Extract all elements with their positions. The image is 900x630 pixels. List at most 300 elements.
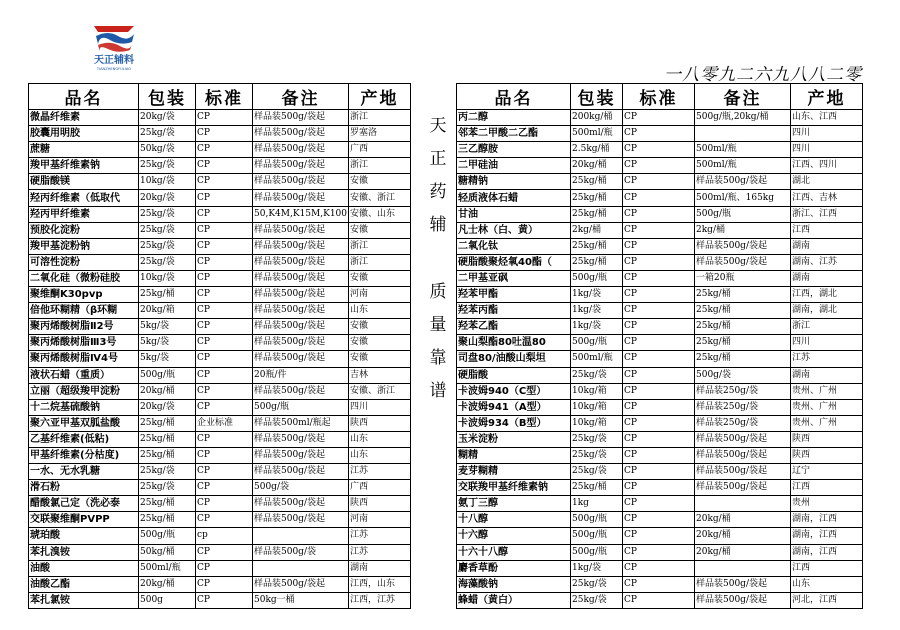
origin-cell: 山东 <box>791 576 863 592</box>
standard-cell: CP <box>196 576 253 592</box>
package-cell: 25kg/桶 <box>571 174 623 190</box>
product-name-cell: 羟苯丙酯 <box>457 303 571 319</box>
standard-cell: CP <box>623 512 695 528</box>
standard-cell: CP <box>196 431 253 447</box>
note-cell: 500g/瓶 <box>253 399 349 415</box>
col-header-name: 品名 <box>457 84 571 110</box>
note-cell <box>253 560 349 576</box>
note-cell: 50kg一桶 <box>253 592 349 608</box>
origin-cell: 浙江 <box>349 158 411 174</box>
origin-cell: 江西、吉林 <box>791 190 863 206</box>
product-name-cell: 二甲硅油 <box>457 158 571 174</box>
table-row <box>29 158 411 174</box>
product-name-cell: 甲基纤维素(分枯度) <box>29 447 139 463</box>
note-cell: 样品装500g/袋起 <box>695 464 791 480</box>
origin-cell: 安徽 <box>349 319 411 335</box>
table-row <box>457 480 863 496</box>
standard-cell: CP <box>623 576 695 592</box>
origin-cell: 江西 <box>791 560 863 576</box>
package-cell: 200kg/桶 <box>571 110 623 126</box>
product-name-cell: 麝香草酚 <box>457 560 571 576</box>
note-cell: 样品装500g/袋起 <box>253 174 349 190</box>
origin-cell: 河北，江西 <box>791 592 863 608</box>
standard-cell: CP <box>196 480 253 496</box>
origin-cell: 浙江 <box>349 110 411 126</box>
slogan-char: 药 <box>429 182 447 202</box>
col-header-package: 包装 <box>139 84 196 110</box>
origin-cell: 贵州 <box>791 496 863 512</box>
package-cell: 500g/瓶 <box>571 544 623 560</box>
table-row <box>29 270 411 286</box>
package-cell: 25kg/袋 <box>139 238 196 254</box>
note-cell: 样品装500g/袋起 <box>695 480 791 496</box>
package-cell: 50kg/袋 <box>139 142 196 158</box>
origin-cell: 湖南 <box>791 270 863 286</box>
package-cell: 25kg/桶 <box>139 287 196 303</box>
table-row <box>29 512 411 528</box>
table-row <box>457 222 863 238</box>
package-cell: 25kg/袋 <box>571 431 623 447</box>
origin-cell: 山东 <box>349 447 411 463</box>
origin-cell: 山东、江西 <box>791 110 863 126</box>
note-cell: 样品装500g/袋起 <box>253 447 349 463</box>
note-cell: 25kg/桶 <box>695 319 791 335</box>
origin-cell: 湖南，江西 <box>791 512 863 528</box>
package-cell: 25kg/桶 <box>571 480 623 496</box>
package-cell: 5kg/袋 <box>139 351 196 367</box>
note-cell: 样品装500g/袋起 <box>253 464 349 480</box>
origin-cell: 江西，山东 <box>349 576 411 592</box>
table-row <box>457 512 863 528</box>
package-cell: 10kg/箱 <box>571 399 623 415</box>
package-cell: 2.5kg/桶 <box>571 142 623 158</box>
origin-cell: 安徽 <box>349 351 411 367</box>
product-name-cell: 二氧化硅（微粉硅胶 <box>29 270 139 286</box>
standard-cell: CP <box>196 319 253 335</box>
package-cell: 25kg/桶 <box>139 431 196 447</box>
product-name-cell: 硬脂酸聚烃氧40酯（ <box>457 254 571 270</box>
note-cell: 样品装500g/袋起 <box>695 447 791 463</box>
origin-cell: 安徽 <box>349 335 411 351</box>
package-cell: 10kg/箱 <box>571 383 623 399</box>
table-row <box>457 367 863 383</box>
product-name-cell: 油酸 <box>29 560 139 576</box>
note-cell: 样品装250g/袋 <box>695 383 791 399</box>
standard-cell: CP <box>623 190 695 206</box>
package-cell: 10kg/箱 <box>571 415 623 431</box>
table-row <box>457 528 863 544</box>
table-row <box>457 303 863 319</box>
package-cell: 10kg/袋 <box>139 174 196 190</box>
product-name-cell: 可溶性淀粉 <box>29 254 139 270</box>
package-cell: 1kg <box>571 496 623 512</box>
table-row <box>29 415 411 431</box>
product-name-cell: 聚维酮K30pvp <box>29 287 139 303</box>
table-row <box>29 303 411 319</box>
table-row <box>457 270 863 286</box>
product-name-cell: 倍他环糊精（β环糊 <box>29 303 139 319</box>
note-cell: 500g/袋 <box>253 480 349 496</box>
note-cell: 样品装500g/袋起 <box>253 512 349 528</box>
table-row <box>29 142 411 158</box>
note-cell: 20瓶/件 <box>253 367 349 383</box>
product-name-cell: 液状石蜡（重质） <box>29 367 139 383</box>
product-name-cell: 羧甲基淀粉钠 <box>29 238 139 254</box>
table-row <box>29 560 411 576</box>
origin-cell: 湖南，湖北 <box>791 303 863 319</box>
table-row <box>29 254 411 270</box>
origin-cell: 安徽、山东 <box>349 206 411 222</box>
standard-cell: CP <box>623 431 695 447</box>
product-name-cell: 蜂蜡（黄白） <box>457 592 571 608</box>
table-row <box>29 110 411 126</box>
package-cell: 20kg/桶 <box>139 383 196 399</box>
note-cell: 样品装500g/袋起 <box>253 496 349 512</box>
package-cell: 500ml/瓶 <box>139 560 196 576</box>
phone-number: 一八零九二六九八八二零 <box>664 65 862 85</box>
standard-cell: CP <box>623 174 695 190</box>
origin-cell: 浙江、江西 <box>791 206 863 222</box>
origin-cell: 贵州、广州 <box>791 399 863 415</box>
origin-cell: 陕西 <box>791 431 863 447</box>
package-cell: 25kg/袋 <box>571 367 623 383</box>
origin-cell: 辽宁 <box>791 464 863 480</box>
note-cell: 样品装500g/袋起 <box>695 238 791 254</box>
package-cell: 20kg/袋 <box>139 190 196 206</box>
note-cell: 样品装500g/袋起 <box>695 592 791 608</box>
origin-cell: 四川 <box>349 399 411 415</box>
table-row <box>29 544 411 560</box>
package-cell: 5kg/袋 <box>139 335 196 351</box>
note-cell: 25kg/桶 <box>695 287 791 303</box>
logo-brand-en: TIANZHENGFULIAO <box>96 67 132 71</box>
table-row <box>457 592 863 608</box>
origin-cell: 安徽 <box>349 222 411 238</box>
note-cell <box>695 126 791 142</box>
product-name-cell: 羟丙甲纤维素 <box>29 206 139 222</box>
package-cell: 25kg/袋 <box>139 158 196 174</box>
product-name-cell: 轻质液体石蜡 <box>457 190 571 206</box>
standard-cell: CP <box>196 383 253 399</box>
standard-cell: CP <box>623 480 695 496</box>
table-row <box>29 287 411 303</box>
standard-cell: CP <box>623 528 695 544</box>
standard-cell: CP <box>623 206 695 222</box>
note-cell: 样品装500g/袋起 <box>253 431 349 447</box>
origin-cell: 安徽、浙江 <box>349 383 411 399</box>
package-cell: 10kg/袋 <box>139 270 196 286</box>
note-cell <box>695 560 791 576</box>
standard-cell: CP <box>623 335 695 351</box>
origin-cell: 湖南，江西 <box>791 544 863 560</box>
origin-cell: 安徽 <box>349 270 411 286</box>
package-cell: 500g/瓶 <box>571 270 623 286</box>
slogan-char: 正 <box>429 149 447 169</box>
origin-cell: 安徽、浙江 <box>349 190 411 206</box>
origin-cell: 罗塞洛 <box>349 126 411 142</box>
origin-cell: 浙江 <box>349 238 411 254</box>
package-cell: 25kg/桶 <box>139 496 196 512</box>
product-name-cell: 氨丁三醇 <box>457 496 571 512</box>
note-cell: 样品装500g/袋起 <box>253 190 349 206</box>
origin-cell: 吉林 <box>349 367 411 383</box>
product-name-cell: 海藻酸钠 <box>457 576 571 592</box>
table-row <box>457 254 863 270</box>
table-row <box>29 238 411 254</box>
product-name-cell: 胶囊用明胶 <box>29 126 139 142</box>
product-name-cell: 预胶化淀粉 <box>29 222 139 238</box>
product-name-cell: 卡波姆934（B型） <box>457 415 571 431</box>
product-name-cell: 聚丙烯酸树脂Ⅳ4号 <box>29 351 139 367</box>
origin-cell: 贵州、广州 <box>791 415 863 431</box>
note-cell: 20kg/桶 <box>695 512 791 528</box>
origin-cell: 四川 <box>791 142 863 158</box>
col-header-package: 包装 <box>571 84 623 110</box>
standard-cell: CP <box>623 351 695 367</box>
table-row <box>457 496 863 512</box>
product-name-cell: 卡波姆941（A型） <box>457 399 571 415</box>
table-row <box>457 142 863 158</box>
package-cell: 500g/瓶 <box>571 528 623 544</box>
package-cell: 500ml/瓶 <box>571 126 623 142</box>
product-name-cell: 琥珀酸 <box>29 528 139 544</box>
package-cell: 25kg/袋 <box>139 222 196 238</box>
table-row <box>457 464 863 480</box>
slogan-char: 质 <box>429 282 447 302</box>
product-name-cell: 羟丙纤维素（低取代 <box>29 190 139 206</box>
product-name-cell: 糖精钠 <box>457 174 571 190</box>
product-name-cell: 蔗糖 <box>29 142 139 158</box>
product-name-cell: 滑石粉 <box>29 480 139 496</box>
product-name-cell: 卡波姆940（C型） <box>457 383 571 399</box>
product-name-cell: 聚丙烯酸树脂Ⅲ3号 <box>29 335 139 351</box>
package-cell: 500g/瓶 <box>139 367 196 383</box>
product-name-cell: 交联羧甲基纤维素钠 <box>457 480 571 496</box>
standard-cell: CP <box>623 126 695 142</box>
package-cell: 25kg/桶 <box>139 415 196 431</box>
standard-cell: CP <box>623 270 695 286</box>
note-cell: 20kg/桶 <box>695 528 791 544</box>
product-name-cell: 苯扎溴铵 <box>29 544 139 560</box>
standard-cell: CP <box>196 560 253 576</box>
origin-cell: 广西 <box>349 480 411 496</box>
product-name-cell: 司盘80/油酸山梨坦 <box>457 351 571 367</box>
standard-cell: cp <box>196 528 253 544</box>
origin-cell: 四川 <box>791 335 863 351</box>
note-cell: 样品装250g/袋 <box>695 415 791 431</box>
origin-cell: 江西，江苏 <box>349 592 411 608</box>
note-cell: 一箱20瓶 <box>695 270 791 286</box>
product-table-left <box>28 83 411 609</box>
note-cell: 样品装500g/袋起 <box>253 303 349 319</box>
table-row <box>457 126 863 142</box>
table-row <box>457 206 863 222</box>
package-cell: 25kg/袋 <box>571 576 623 592</box>
package-cell: 1kg/袋 <box>571 303 623 319</box>
note-cell: 样品装500g/袋 <box>253 544 349 560</box>
table-row <box>29 206 411 222</box>
table-body-left <box>29 110 411 609</box>
product-name-cell: 玉米淀粉 <box>457 431 571 447</box>
table-body-right <box>457 110 863 609</box>
package-cell: 20kg/桶 <box>139 576 196 592</box>
product-name-cell: 丙二醇 <box>457 110 571 126</box>
origin-cell: 广西 <box>349 142 411 158</box>
note-cell: 样品装500g/袋起 <box>253 335 349 351</box>
standard-cell: CP <box>623 222 695 238</box>
standard-cell: CP <box>196 512 253 528</box>
product-name-cell: 二甲基亚砜 <box>457 270 571 286</box>
package-cell: 50kg/桶 <box>139 544 196 560</box>
package-cell: 1kg/袋 <box>571 319 623 335</box>
logo-red-wave <box>98 43 132 52</box>
origin-cell: 湖南 <box>791 367 863 383</box>
standard-cell: CP <box>623 399 695 415</box>
note-cell: 20kg/桶 <box>695 544 791 560</box>
standard-cell: CP <box>623 592 695 608</box>
origin-cell: 陕西 <box>349 496 411 512</box>
standard-cell: CP <box>196 399 253 415</box>
origin-cell: 湖北 <box>791 174 863 190</box>
package-cell: 2kg/桶 <box>571 222 623 238</box>
note-cell: 样品装500g/袋起 <box>253 287 349 303</box>
table-row <box>457 560 863 576</box>
package-cell: 500g <box>139 592 196 608</box>
package-cell: 25kg/桶 <box>571 254 623 270</box>
origin-cell: 湖南、江苏 <box>791 254 863 270</box>
origin-cell: 四川 <box>791 126 863 142</box>
package-cell: 25kg/桶 <box>571 238 623 254</box>
package-cell: 25kg/桶 <box>571 206 623 222</box>
note-cell <box>253 528 349 544</box>
table-row <box>457 415 863 431</box>
table-row <box>29 431 411 447</box>
package-cell: 25kg/桶 <box>139 447 196 463</box>
table-row <box>29 576 411 592</box>
product-table-right <box>456 83 863 609</box>
product-name-cell: 油酸乙酯 <box>29 576 139 592</box>
package-cell: 20kg/袋 <box>139 110 196 126</box>
product-name-cell: 凡士林（白、黄） <box>457 222 571 238</box>
note-cell <box>695 496 791 512</box>
package-cell: 25kg/袋 <box>139 206 196 222</box>
standard-cell: CP <box>623 560 695 576</box>
logo-red-bar <box>94 26 134 32</box>
package-cell: 500g/瓶 <box>571 512 623 528</box>
table-row <box>457 576 863 592</box>
package-cell: 20kg/袋 <box>139 399 196 415</box>
origin-cell: 浙江 <box>349 254 411 270</box>
note-cell: 500g/瓶 <box>695 206 791 222</box>
table-row <box>29 480 411 496</box>
product-name-cell: 立丽（超级羧甲淀粉 <box>29 383 139 399</box>
product-name-cell: 乙基纤维素(低粘) <box>29 431 139 447</box>
company-logo <box>88 20 140 72</box>
table-row <box>457 287 863 303</box>
origin-cell: 江西 <box>791 222 863 238</box>
note-cell: 25kg/桶 <box>695 351 791 367</box>
standard-cell: CP <box>196 206 253 222</box>
col-header-name: 品名 <box>29 84 139 110</box>
standard-cell: CP <box>623 319 695 335</box>
table-row <box>29 528 411 544</box>
origin-cell: 山东 <box>349 431 411 447</box>
package-cell: 25kg/袋 <box>571 464 623 480</box>
note-cell: 50,K4M,K15M,K100 <box>253 206 349 222</box>
table-row <box>457 238 863 254</box>
standard-cell: CP <box>196 496 253 512</box>
table-row <box>457 158 863 174</box>
table-row <box>457 174 863 190</box>
table-row <box>457 319 863 335</box>
package-cell: 20kg/桶 <box>571 158 623 174</box>
product-name-cell: 聚丙烯酸树脂Ⅱ2号 <box>29 319 139 335</box>
standard-cell: CP <box>196 110 253 126</box>
note-cell: 样品装500g/袋起 <box>253 142 349 158</box>
slogan-char: 天 <box>429 116 447 136</box>
standard-cell: CP <box>196 270 253 286</box>
table-row <box>29 592 411 608</box>
origin-cell: 江苏 <box>791 351 863 367</box>
standard-cell: CP <box>623 254 695 270</box>
package-cell: 500ml/瓶 <box>571 351 623 367</box>
standard-cell: CP <box>623 464 695 480</box>
note-cell: 500g/瓶,20kg/桶 <box>695 110 791 126</box>
vertical-slogan <box>426 118 450 416</box>
package-cell: 500g/瓶 <box>139 528 196 544</box>
origin-cell: 江西、四川 <box>791 158 863 174</box>
standard-cell: CP <box>623 447 695 463</box>
note-cell: 样品装500g/袋起 <box>695 431 791 447</box>
table-row <box>29 367 411 383</box>
note-cell: 样品装250g/袋 <box>695 399 791 415</box>
standard-cell: CP <box>623 383 695 399</box>
note-cell: 500ml/瓶 <box>695 142 791 158</box>
table-row <box>29 496 411 512</box>
col-header-note: 备注 <box>253 84 349 110</box>
note-cell: 样品装500g/袋起 <box>253 126 349 142</box>
logo-brand-text: 天正辅料 <box>94 55 134 66</box>
note-cell: 样品装500g/袋起 <box>253 351 349 367</box>
table-row <box>457 544 863 560</box>
product-name-cell: 麦芽糊精 <box>457 464 571 480</box>
package-cell: 1kg/袋 <box>571 287 623 303</box>
package-cell: 25kg/袋 <box>139 464 196 480</box>
standard-cell: CP <box>196 142 253 158</box>
standard-cell: CP <box>623 110 695 126</box>
origin-cell: 陕西 <box>791 447 863 463</box>
product-name-cell: 醋酸氯己定（洗必泰 <box>29 496 139 512</box>
standard-cell: CP <box>196 464 253 480</box>
col-header-origin: 产地 <box>791 84 863 110</box>
slogan-char: 量 <box>429 315 447 335</box>
origin-cell: 江苏 <box>349 464 411 480</box>
origin-cell: 河南 <box>349 287 411 303</box>
product-name-cell: 十二烷基硫酸钠 <box>29 399 139 415</box>
origin-cell: 陕西 <box>349 415 411 431</box>
product-name-cell: 羟苯甲酯 <box>457 287 571 303</box>
package-cell: 5kg/袋 <box>139 319 196 335</box>
standard-cell: CP <box>196 238 253 254</box>
package-cell: 500g/瓶 <box>571 335 623 351</box>
product-name-cell: 苯扎氯铵 <box>29 592 139 608</box>
product-name-cell: 交联聚维酮PVPP <box>29 512 139 528</box>
origin-cell: 江苏 <box>349 544 411 560</box>
table-row <box>29 174 411 190</box>
package-cell: 25kg/袋 <box>139 254 196 270</box>
table-row <box>29 383 411 399</box>
table-row <box>457 335 863 351</box>
